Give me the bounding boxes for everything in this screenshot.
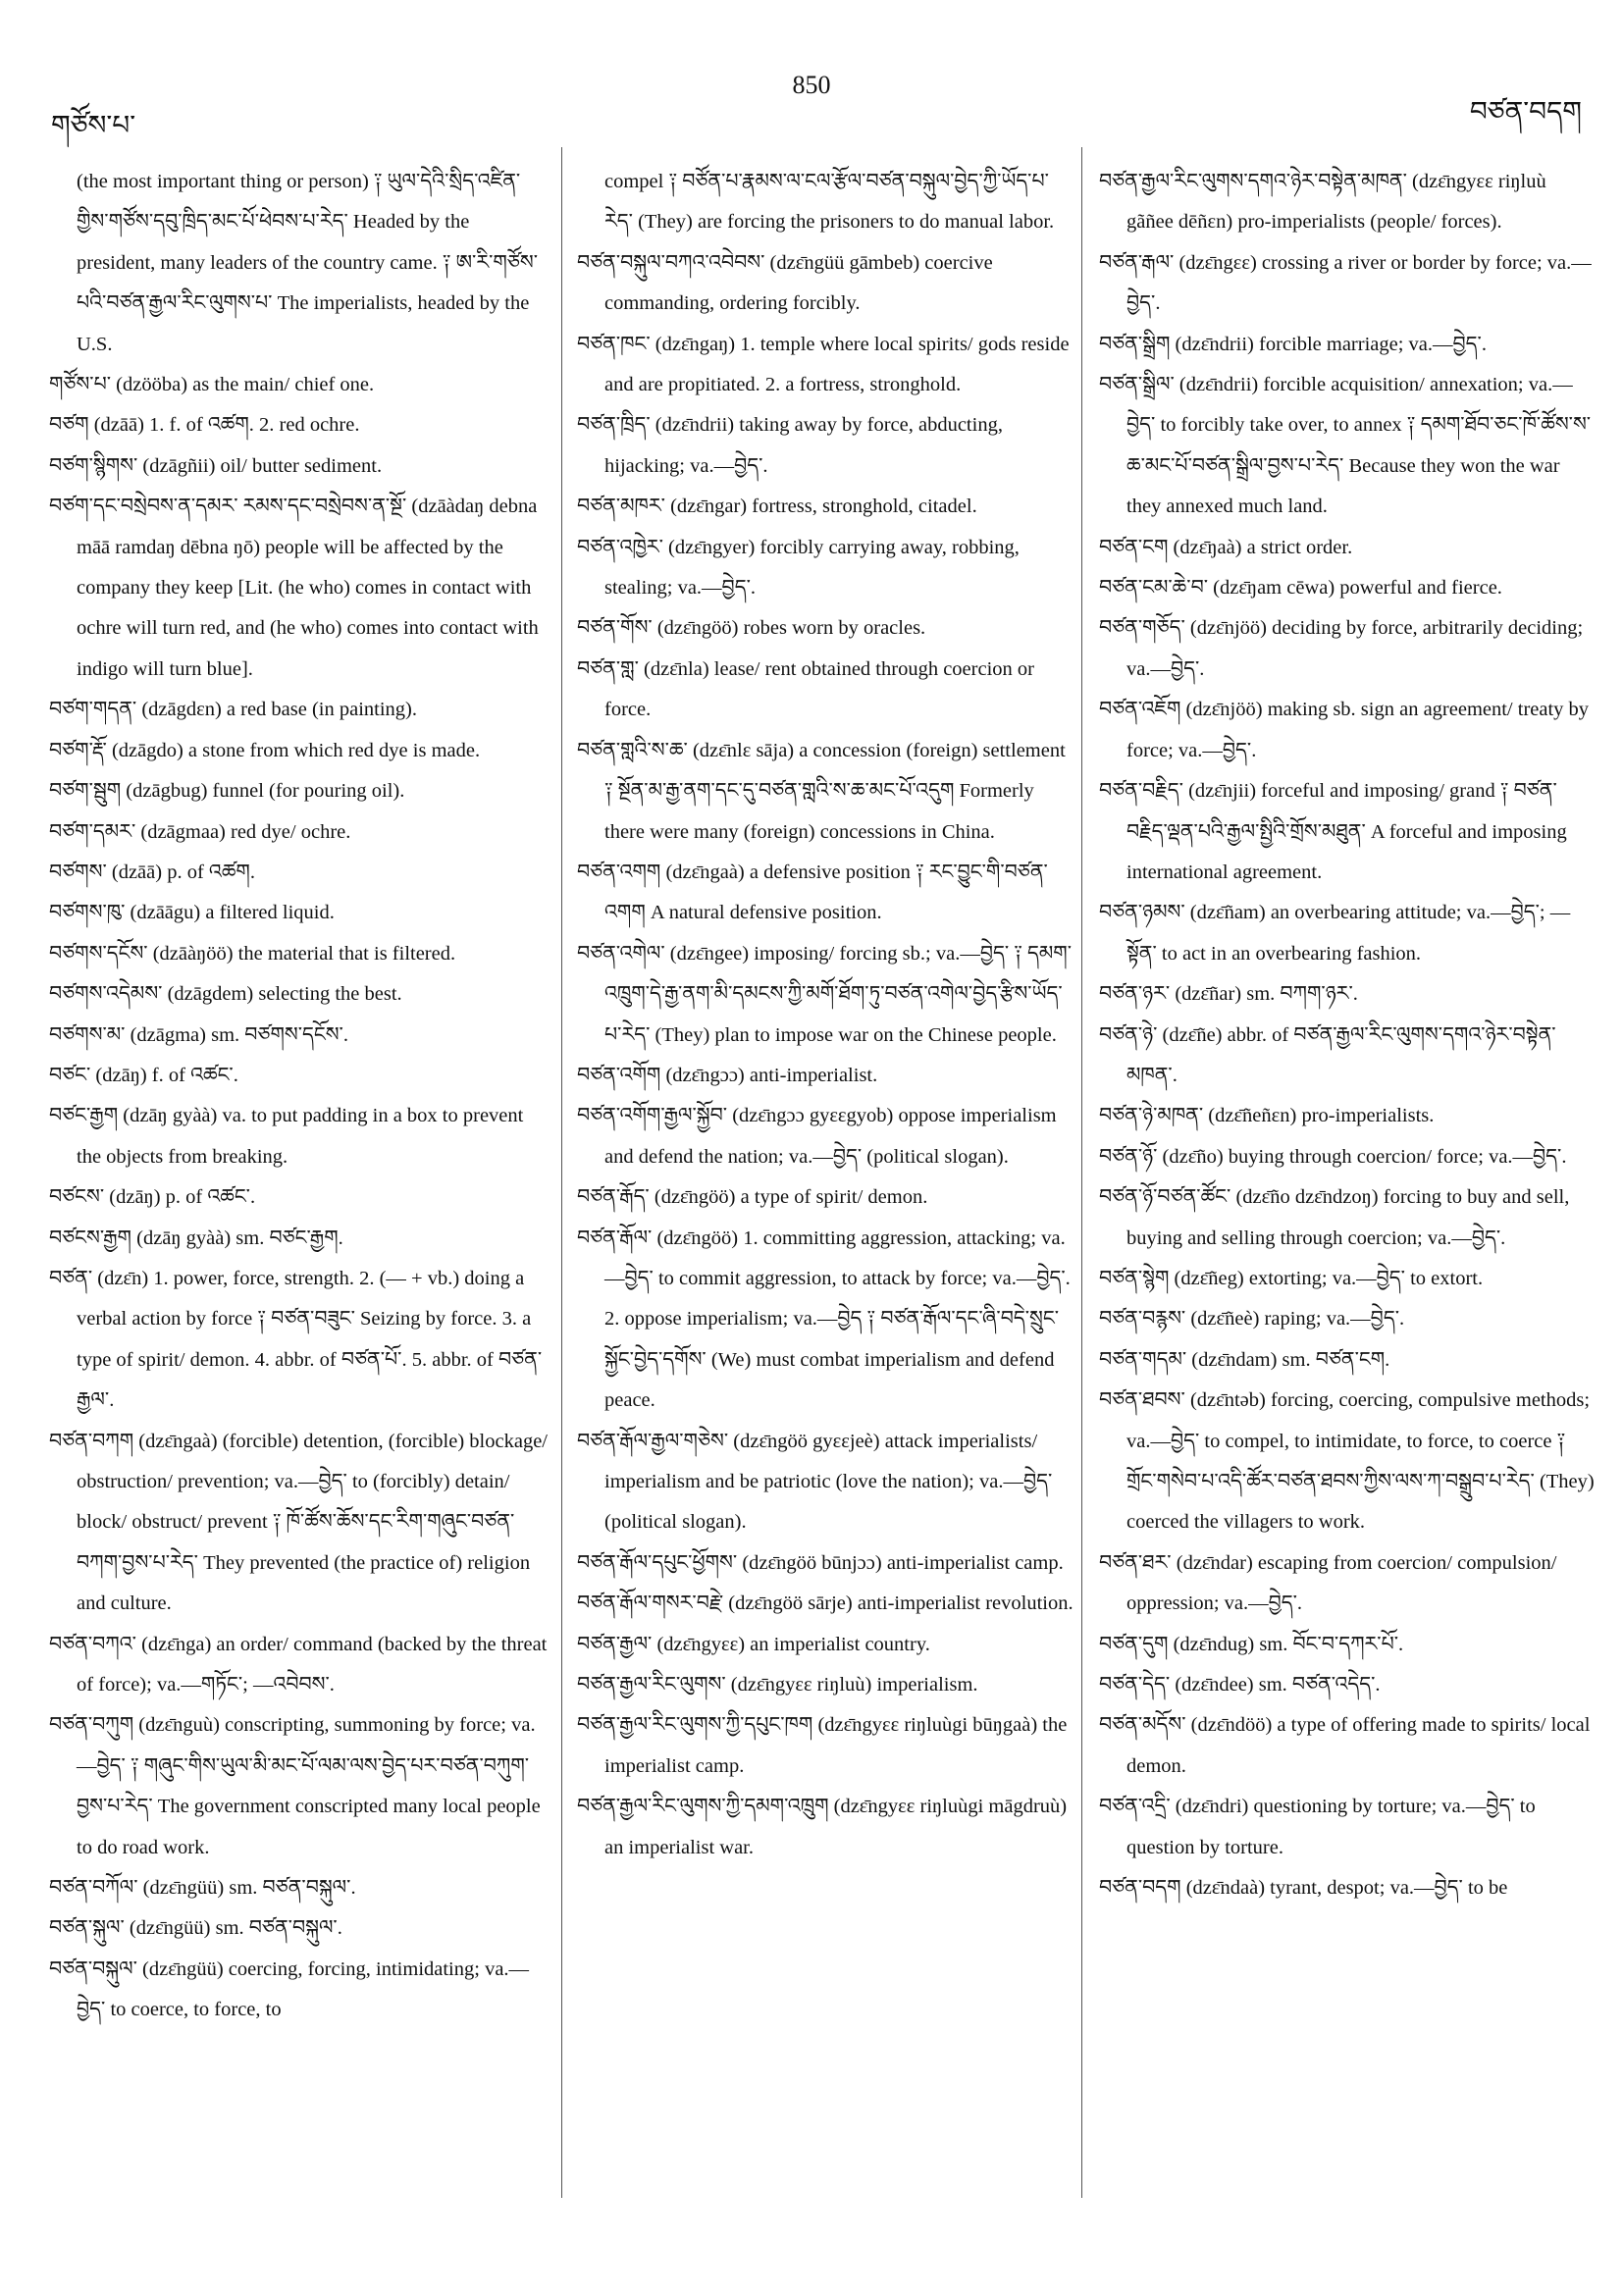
dictionary-entry: བཙན་ཉམས་ (dzɛ̄ñam) an overbearing attitude; va.—བྱེད་; —སྟོན་ to act in an overbearing fashion. — [1099, 902, 1571, 965]
dictionary-entry: བཙན་འགོག་རྒྱལ་སྐྱོབ་ (dzɛ̄ngɔɔ gyɛɛgyob) oppose imperialism and defend the nation; va.—བྱེད་ (political slogan). — [577, 1105, 1057, 1168]
dictionary-entry: བཙན་རྒོད་ (dzɛ̄ngöö) a type of spirit/ demon. — [577, 1186, 928, 1209]
dictionary-entry: བཙགས་དངོས་ (dzāàŋöö) the material that is filtered. — [49, 942, 456, 965]
running-head-left: གཙོས་པ་ — [51, 111, 136, 141]
dictionary-entry: བཙན་འདྲི་ (dzɛ̄ndri) questioning by torture; va.—བྱེད་ to question by torture. — [1099, 1796, 1536, 1858]
dictionary-entry: བཙགས་འདེམས་ (dzāgdem) selecting the best. — [49, 983, 402, 1006]
dictionary-entry: བཙན་རྒོལ་དཔུང་ཕྱོགས་ (dzɛ̄ngöö būnjɔɔ) anti-imperialist camp. — [577, 1551, 1064, 1574]
dictionary-entry: compel ༑ བཙོན་པ་རྣམས་ལ་ངལ་རྩོལ་བཙན་བསྐུལ་བྱེད་ཀྱི་ཡོད་པ་རེད་ (They) are forcing the prisoners to do manual labor. — [604, 171, 1055, 234]
dictionary-entry: བཙན་འཇོག (dzɛ̄njöö) making sb. sign an agreement/ treaty by force; va.—བྱེད་. — [1099, 699, 1590, 761]
dictionary-entry: བཙན་བསྐུལ་ (dzɛ̄ngüü) coercing, forcing, intimidating; va.—བྱེད་ to coerce, to force, to — [49, 1957, 530, 2021]
dictionary-entry: བཙན་སྙེག (dzɛ̄ñeg) extorting; va.—བྱེད་ to extort. — [1099, 1267, 1484, 1289]
dictionary-entry: བཙན་བརྗིད་ (dzɛ̄njii) forceful and imposing/ grand ༑ བཙན་བརྗིད་ལྡན་པའི་རྒྱལ་སྤྱིའི་གྲོས་མཐུན་ A forceful and imposing international agreement. — [1099, 780, 1567, 883]
dictionary-entry: བཙན་མཁར་ (dzɛ̄ngar) fortress, stronghold, citadel. — [577, 496, 977, 518]
dictionary-entry: བཙན་དུག (dzɛ̄ndug) sm. བོང་བ་དཀར་པོ་. — [1099, 1633, 1404, 1655]
dictionary-entry: བཙངས་རྒྱག (dzāŋ gyàà) sm. བཙང་རྒྱག. — [49, 1226, 343, 1249]
dictionary-entry: བཙན་ངམ་ཆེ་བ་ (dzɛ̄ŋam cēwa) powerful and fierce. — [1099, 577, 1502, 600]
page-number: 850 — [792, 71, 831, 99]
dictionary-entry: བཙན་ཉར་ (dzɛ̄ñar) sm. བཀག་ཉར་. — [1099, 983, 1358, 1006]
dictionary-entry: བཙན་འགེལ་ (dzɛ̄ngee) imposing/ forcing sb.; va.—བྱེད་ ༑ དམག་འཁྲུག་དེ་རྒྱ་ནག་མི་དམངས་ཀྱི་མགོ་ཐོག་ཏུ་བཙན་འགེལ་བྱེད་རྩིས་ཡོད་པ་རེད་ (They) plan to impose war on the Chinese people. — [577, 942, 1073, 1046]
dictionary-entry: བཙང་ (dzāŋ) f. of འཚང་. — [49, 1064, 238, 1086]
dictionary-entry: བཙན་བཀོལ་ (dzɛ̄ngüü) sm. བཙན་བསྐུལ་. — [49, 1877, 356, 1900]
dictionary-entry: བཙངས་ (dzāŋ) p. of འཚང་. — [49, 1186, 256, 1209]
dictionary-entry: བཙན་བཀག (dzɛ̄ngaà) (forcible) detention, (forcible) blockage/ obstruction/ prevention; va.—བྱེད་ to (forcibly) detain/ block/ obstruct/ prevent ༑ ཁོ་ཚོས་ཆོས་དང་རིག་གཞུང་བཙན་བཀག་བྱས་པ་རེད་ They prevented (the practice of) religion and culture. — [49, 1430, 548, 1615]
column-2 — [577, 162, 1075, 1868]
dictionary-entry: བཙན་རྒོལ་གསར་བརྗེ་ (dzɛ̄ngöö sārje) anti-imperialist revolution. — [577, 1592, 1073, 1615]
dictionary-entry: བཙག་གདན་ (dzāgdɛn) a red base (in painting). — [49, 699, 418, 721]
dictionary-entry: གཙོས་པ་ (dzööba) as the main/ chief one. — [49, 374, 375, 396]
dictionary-entry: བཙན་རྒྱལ་རིང་ལུགས་ཀྱི་དམག་འཁྲུག (dzɛ̄ngyɛɛ riŋluùgi māgdruù) an imperialist war. — [577, 1796, 1068, 1858]
dictionary-entry: བཙན་གོས་ (dzɛ̄ngöö) robes worn by oracles. — [577, 617, 926, 640]
dictionary-entry: བཙན་སྒྲིལ་ (dzɛ̄ndrii) forcible acquisition/ annexation; va.—བྱེད་ to forcibly take over, to annex ༑ དམག་ཐོབ་ཅང་ཁོ་ཚོས་ས་ཆ་མང་པོ་བཙན་སྒྲིལ་བྱས་པ་རེད་ Because they won the war they annexed much land. — [1099, 374, 1592, 518]
dictionary-entry: བཙན་རྒོལ་ (dzɛ̄ngöö) 1. committing aggression, attacking; va.—བྱེད་ to commit aggression, to attack by force; va.—བྱེད་. 2. oppose imperialism; va.—བྱེད ༑ བཙན་རྒོལ་དང་ཞི་བདེ་སྲུང་སྐྱོང་བྱེད་དགོས་ (We) must combat imperialism and defend peace. — [577, 1226, 1071, 1412]
dictionary-entry: བཙན་འཁྱེར་ (dzɛ̄ngyer) forcibly carrying away, robbing, stealing; va.—བྱེད་. — [577, 536, 1020, 600]
dictionary-entry: བཙན་རྒྱལ་རིང་ལུགས་དགའ་ཉེར་བསྟེན་མཁན་ (dzɛ̄ngyɛɛ riŋluù gãñee dēñɛn) pro-imperialists (people/ forces). — [1099, 171, 1546, 234]
dictionary-entry: བཙན་གདམ་ (dzɛ̄ndam) sm. བཙན་ངག. — [1099, 1348, 1390, 1371]
column-3 — [1099, 162, 1597, 1908]
dictionary-entry: བཙན་རྒལ་ (dzɛ̄ngɛɛ) crossing a river or border by force; va.—བྱེད་. — [1099, 251, 1592, 315]
dictionary-entry: བཙན་གླ་ (dzɛ̄nla) lease/ rent obtained through coercion or force. — [577, 657, 1034, 721]
dictionary-entry: བཙན་བརྙས་ (dzɛ̄ñeè) raping; va.—བྱེད་. — [1099, 1308, 1405, 1331]
dictionary-entry: བཙང་རྒྱག (dzāŋ gyàà) va. to put padding in a box to prevent the objects from breaking. — [49, 1105, 524, 1168]
dictionary-entry: བཙན་ཉོ་ (dzɛ̄ño) buying through coercion/ force; va.—བྱེད་. — [1099, 1145, 1567, 1168]
dictionary-entry: བཙན་ངག (dzɛ̄ŋaà) a strict order. — [1099, 536, 1353, 558]
column-1 — [49, 162, 550, 2031]
dictionary-entry: བཙན་རྒོལ་རྒྱལ་གཅེས་ (dzɛ̄ngöö gyɛɛjeè) attack imperialists/ imperialism and be patriotic (love the nation); va.—བྱེད་ (political slogan). — [577, 1430, 1053, 1534]
dictionary-entry: བཙན་རྒྱལ་རིང་ལུགས་ཀྱི་དཔུང་ཁག (dzɛ̄ngyɛɛ riŋluùgi būŋgaà) the imperialist camp. — [577, 1714, 1068, 1777]
page-header — [0, 71, 1623, 141]
running-head-right: བཙན་བདག — [1469, 97, 1582, 128]
dictionary-entry: བཙན་རྒྱལ་ (dzɛ̄ngyɛɛ) an imperialist country. — [577, 1633, 930, 1655]
dictionary-entry: བཙག་སྦུག (dzāgbug) funnel (for pouring oil). — [49, 780, 405, 803]
dictionary-entry: བཙག (dzāā) 1. f. of འཚག. 2. red ochre. — [49, 414, 360, 437]
dictionary-entry: བཙགས་མ་ (dzāgma) sm. བཙགས་དངོས་. — [49, 1023, 348, 1046]
dictionary-entry: བཙན་སྒྲིག (dzɛ̄ndrii) forcible marriage; va.—བྱེད་. — [1099, 333, 1487, 355]
dictionary-entry: བཙན་རྒྱལ་རིང་ལུགས་ (dzɛ̄ngyɛɛ riŋluù) imperialism. — [577, 1674, 978, 1696]
dictionary-entry: བཙན་བཀུག (dzɛ̄nguù) conscripting, summoning by force; va.—བྱེད་ ༑ གཞུང་གིས་ཡུལ་མི་མང་པོ་ལམ་ལས་བྱེད་པར་བཙན་བཀུག་བྱས་པ་རེད་ The government conscripted many local people to do road work. — [49, 1714, 541, 1858]
dictionary-entry: བཙག་དམར་ (dzāgmaa) red dye/ ochre. — [49, 820, 351, 843]
dictionary-entry: བཙན་གླའི་ས་ཆ་ (dzɛ̄nlɛ sāja) a concession (foreign) settlement ༑ སྔོན་མ་རྒྱ་ནག་དང་དུ་བཙན་གླའི་ས་ཆ་མང་པོ་འདུག Formerly there were many (foreign) concessions in China. — [577, 739, 1066, 843]
dictionary-entry: བཙན་འགོག (dzɛ̄ngɔɔ) anti-imperialist. — [577, 1064, 878, 1086]
dictionary-entry: བཙན་ཐར་ (dzɛ̄ndar) escaping from coercion/ compulsion/ oppression; va.—བྱེད་. — [1099, 1551, 1557, 1615]
column-divider — [1081, 147, 1082, 2198]
dictionary-entry: བཙན་ (dzɛ̄n) 1. power, force, strength. 2. (— + vb.) doing a verbal action by force ༑ བཙན་བཟུང་ Seizing by force. 3. a type of spirit/ demon. 4. abbr. of བཙན་པོ་. 5. abbr. of བཙན་རྒྱལ་. — [49, 1267, 543, 1412]
dictionary-entry: བཙན་ཐབས་ (dzɛ̄ntəb) forcing, coercing, compulsive methods; va.—བྱེད་ to compel, to intimidate, to force, to coerce ༑ གྲོང་གསེབ་པ་འདི་ཚོར་བཙན་ཐབས་ཀྱིས་ལས་ཀ་བསྒྲུབ་པ་རེད་ (They) coerced the villagers to work. — [1099, 1389, 1595, 1534]
dictionary-entry: བཙན་ཁང་ (dzɛ̄ngaŋ) 1. temple where local spirits/ gods reside and are propitiated. 2. a fortress, stronghold. — [577, 333, 1070, 396]
dictionary-entry: བཙན་ཉེ་མཁན་ (dzɛ̄ñeñɛn) pro-imperialists. — [1099, 1105, 1435, 1127]
dictionary-entry: བཙན་འགག (dzɛ̄ngaà) a defensive position ༑ རང་བྱུང་གི་བཙན་འགག A natural defensive position. — [577, 861, 1048, 924]
dictionary-entry: བཙན་ཉེ་ (dzɛ̄ñe) abbr. of བཙན་རྒྱལ་རིང་ལུགས་དགའ་ཉེར་བསྟེན་མཁན་. — [1099, 1023, 1556, 1086]
dictionary-entry: བཙན་བདག (dzɛ̄ndaà) tyrant, despot; va.—བྱེད་ to be — [1099, 1877, 1508, 1900]
dictionary-entry: བཙན་མདོས་ (dzɛ̄ndöö) a type of offering made to spirits/ local demon. — [1099, 1714, 1591, 1777]
dictionary-entry: བཙན་གཅོད་ (dzɛ̄njöö) deciding by force, arbitrarily deciding; va.—བྱེད་. — [1099, 617, 1584, 680]
dictionary-entry: (the most important thing or person) ༑ ཡུལ་དེའི་སྲིད་འཛིན་གྱིས་གཙོས་དབུ་ཁྲིད་མང་པོ་ཕེབས་པ་རེད་ Headed by the president, many leaders of the country came. ༑ ཨ་རི་གཙོས་པའི་བཙན་རྒྱལ་རིང་ལུགས་པ་ The imperialists, headed by the U.S. — [77, 171, 539, 355]
dictionary-entry: བཙན་སྐུལ་ (dzɛ̄ngüü) sm. བཙན་བསྐུལ་. — [49, 1917, 342, 1940]
dictionary-entry: བཙགས་ (dzāā) p. of འཚག. — [49, 861, 255, 883]
dictionary-entry: བཙག་དང་བསྲེབས་ན་དམར་ རམས་དང་བསྲེབས་ན་སྔོ་ (dzāàdaŋ debna māā ramdaŋ dēbna ŋō) people will be affected by the company they keep [Lit. (he who) comes in contact with ochre will turn red, and (he who) comes into contact with indigo will turn blue]. — [49, 496, 539, 680]
dictionary-entry: བཙན་བཀའ་ (dzɛ̄nga) an order/ command (backed by the threat of force); va.—གཏོང་; —འབེབས་. — [49, 1633, 548, 1696]
dictionary-entry: བཙག་སྙིགས་ (dzāgñii) oil/ butter sediment. — [49, 454, 383, 477]
dictionary-entry: བཙག་རྡོ་ (dzāgdo) a stone from which red dye is made. — [49, 739, 481, 761]
dictionary-entry: བཙན་ཁྲིད་ (dzɛ̄ndrii) taking away by force, abducting, hijacking; va.—བྱེད་. — [577, 414, 1003, 477]
dictionary-entry: བཙན་དེད་ (dzɛ̄ndee) sm. བཙན་འདེད་. — [1099, 1674, 1381, 1696]
dictionary-entry: བཙགས་ཁུ་ (dzāāgu) a filtered liquid. — [49, 902, 335, 924]
dictionary-entry: བཙན་ཉོ་བཙན་ཚོང་ (dzɛ̄ño dzɛ̄ndzoŋ) forcing to buy and sell, buying and selling through coercion; va.—བྱེད་. — [1099, 1186, 1570, 1249]
column-divider — [561, 147, 562, 2198]
dictionary-entry: བཙན་བསྐུལ་བཀའ་འབེབས་ (dzɛ̄ngüü gāmbeb) coercive commanding, ordering forcibly. — [577, 251, 993, 315]
